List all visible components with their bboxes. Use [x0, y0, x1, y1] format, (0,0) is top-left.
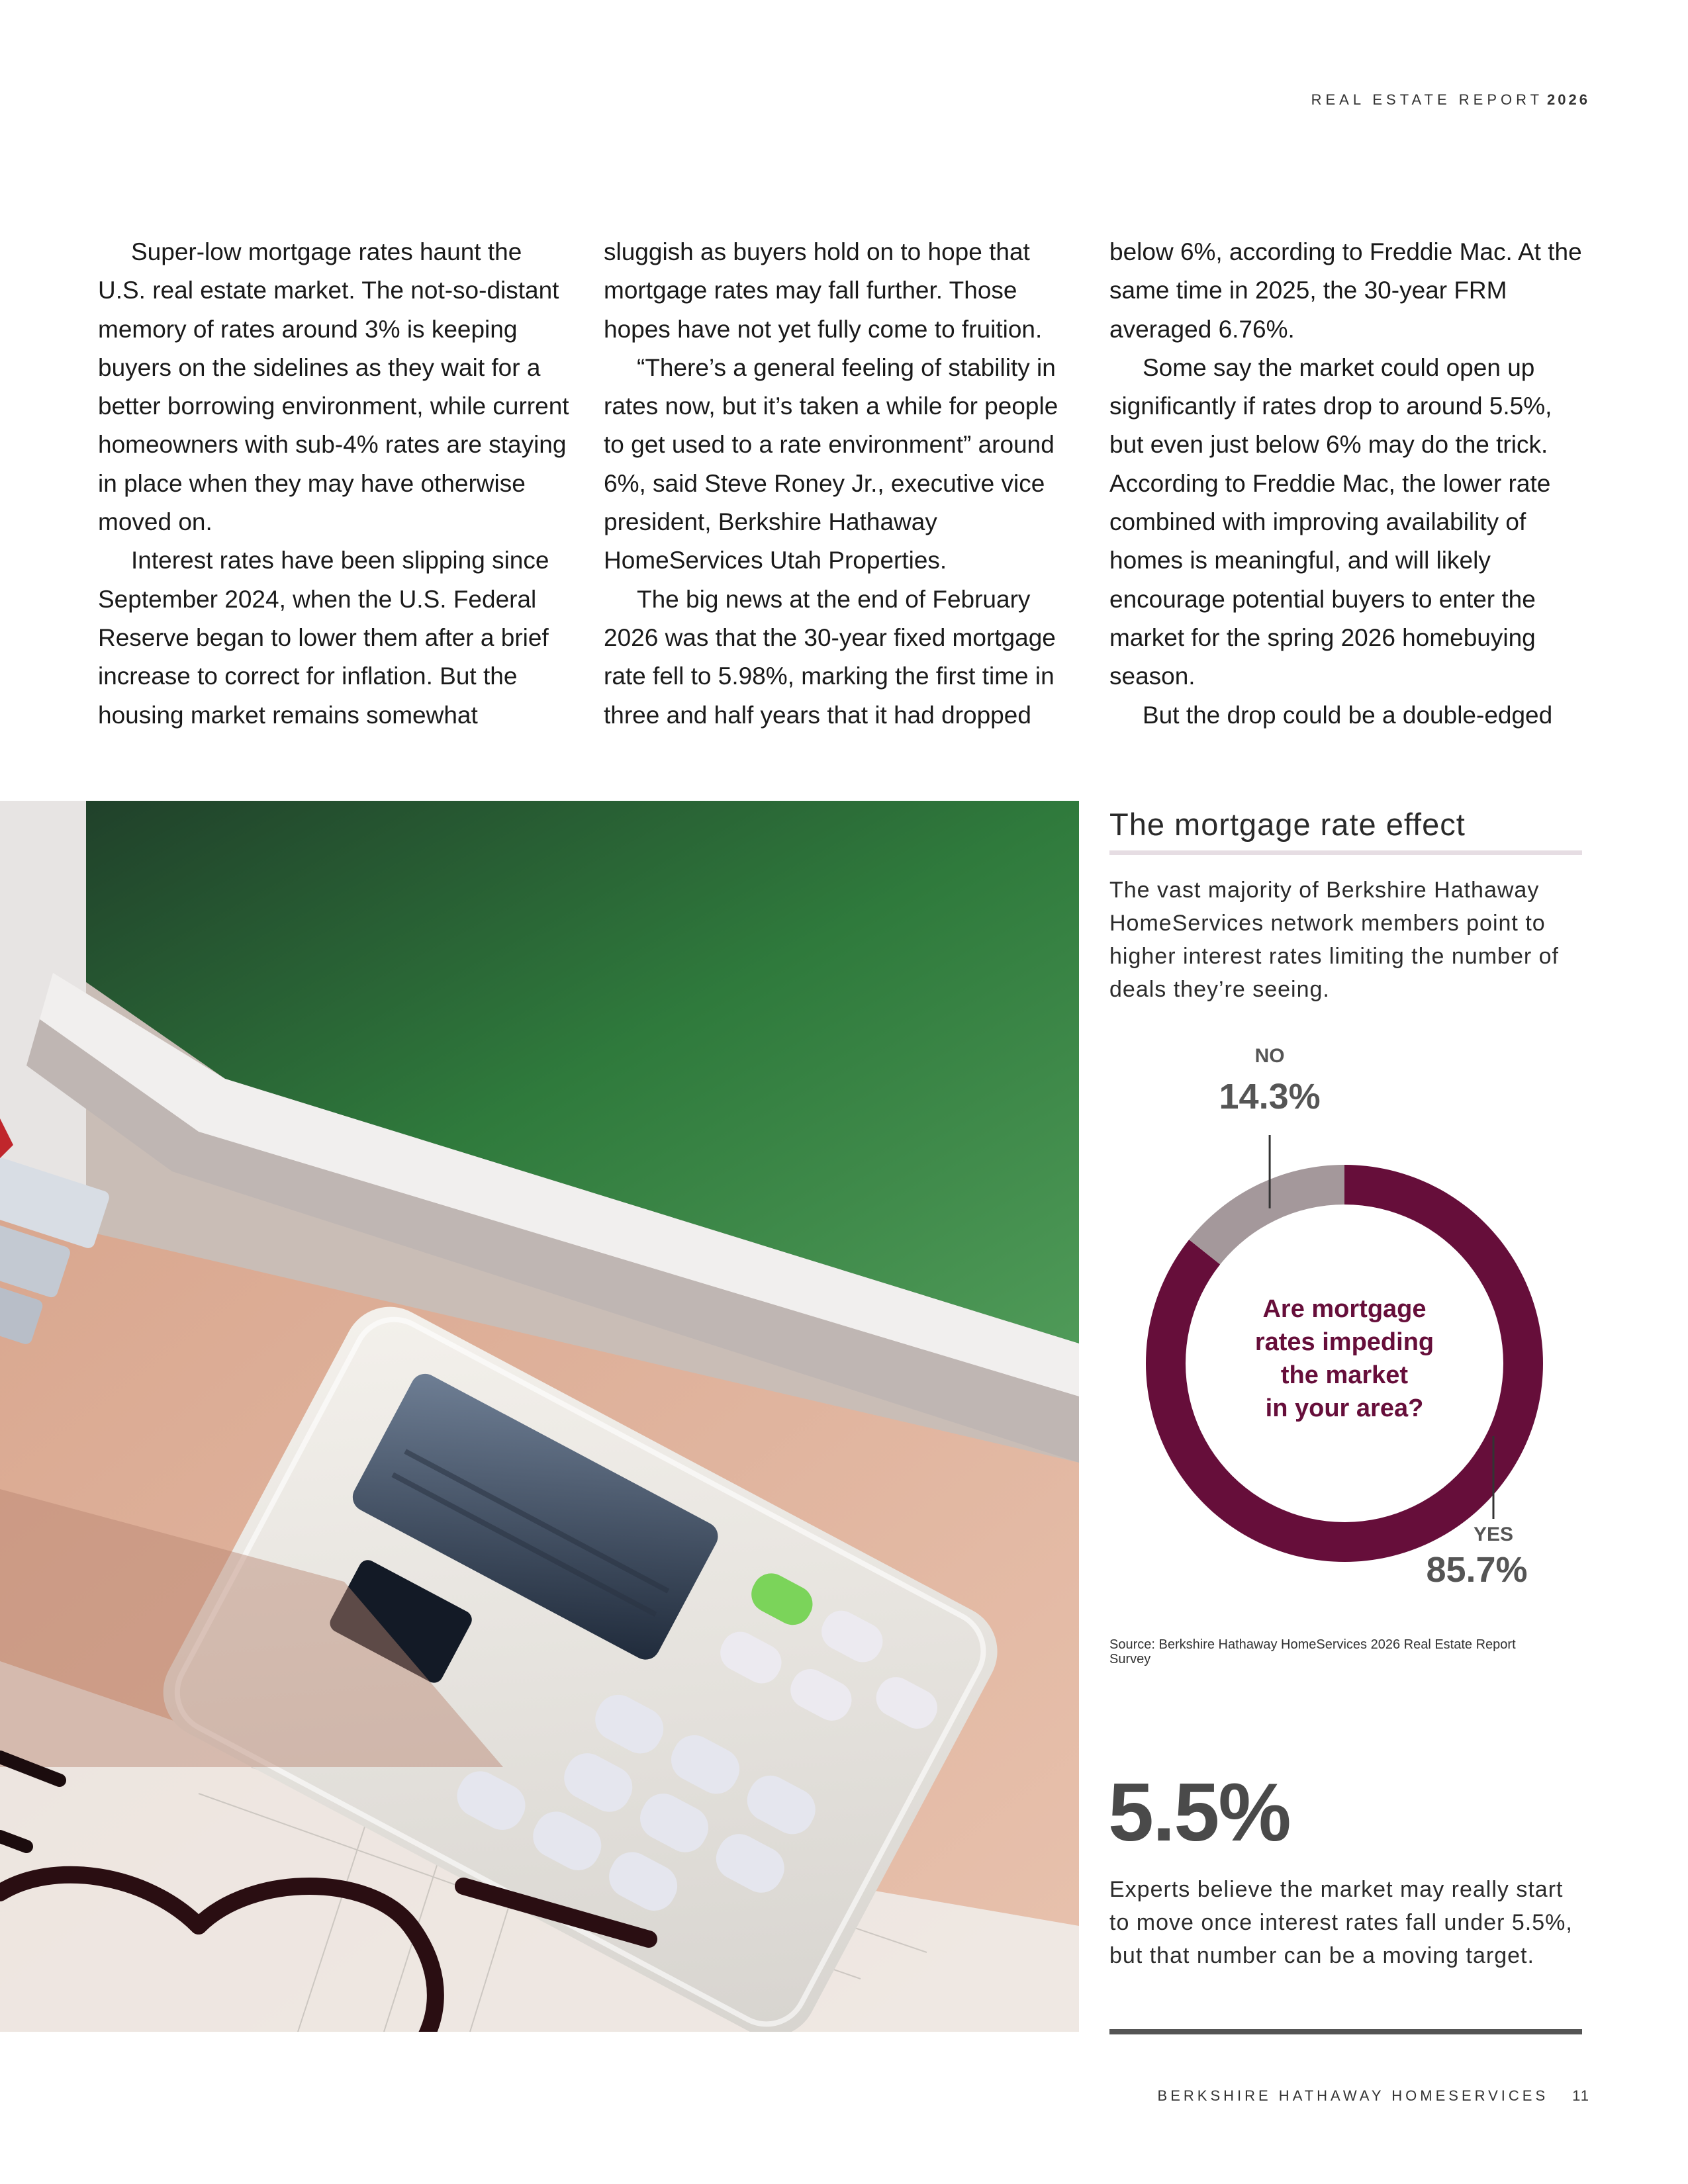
donut-chart-svg: [1109, 1032, 1582, 1595]
center-text-line: Are mortgage: [1262, 1295, 1427, 1323]
center-text-line: in your area?: [1265, 1394, 1424, 1422]
paragraph: below 6%, according to Freddie Mac. At the same time in 2025, the 30-year FRM averaged 6.76%.: [1109, 238, 1582, 343]
paragraph: Some say the market could open up significantly if rates drop to around 5.5%, but even just below 6% may do the trick. According to Freddie Mac, the lower rate combined with improving availability of homes is meaningful, and will likely encourage potential buyers to enter the market for the spring 2026 homebuying season.: [1109, 353, 1552, 690]
chart-source: Source: Berkshire Hathaway HomeServices 2026 Real Estate Report Survey: [1109, 1637, 1516, 1666]
article-column-2: [604, 233, 1080, 735]
page-number: 11: [1572, 2087, 1590, 2104]
yes-value-label: 85.7%: [1426, 1550, 1528, 1590]
article-column-1: [98, 233, 575, 735]
page-footer: [1158, 2087, 1590, 2105]
stat-value: 5.5%: [1108, 1767, 1290, 1858]
calculator-photo: [0, 801, 1079, 2032]
center-text-line: the market: [1280, 1361, 1409, 1389]
sidebar-divider: [1109, 850, 1582, 855]
stat-description: Experts believe the market may really start to move once interest rates fall under 5.5%, but that number can be a moving target.: [1109, 1877, 1573, 1968]
report-year: 2026: [1547, 91, 1590, 108]
paragraph: But the drop could be a double-edged: [1143, 701, 1553, 729]
sidebar: [1109, 801, 1582, 1006]
paragraph: The big news at the end of February 2026 was that the 30-year fixed mortgage rate fell to 5.98%, marking the first time in three and half years that it had dropped: [604, 585, 1056, 729]
paragraph: “There’s a general feeling of stability in rates now, but it’s taken a while for people to get used to a rate environment” around 6%, said Steve Roney Jr., executive vice president, Berkshire Hathaway HomeServices Utah Properties.: [604, 353, 1058, 574]
slice-no: [1189, 1165, 1344, 1265]
stat-divider: [1109, 2029, 1582, 2034]
yes-label: YES: [1473, 1524, 1514, 1545]
running-header: [1311, 91, 1590, 109]
no-value-label: 14.3%: [1219, 1077, 1321, 1116]
chart-center-question: [1255, 1295, 1434, 1422]
paragraph: Super-low mortgage rates haunt the U.S. real estate market. The not-so-distant memory of rates around 3% is keeping buyers on the sidelines as they wait for a better borrowing environment, while current homeowners with sub-4% rates are staying in place when they may have otherwise moved on.: [98, 238, 569, 536]
publisher-name: BERKSHIRE HATHAWAY HOMESERVICES: [1157, 2087, 1549, 2104]
sidebar-description: The vast majority of Berkshire Hathaway HomeServices network members point to higher interest rates limiting the number of deals they’re seeing.: [1109, 878, 1559, 1002]
donut-chart: [1109, 1032, 1582, 1590]
sidebar-title: The mortgage rate effect: [1109, 807, 1466, 842]
center-text-line: rates impeding: [1254, 1328, 1434, 1356]
no-label: NO: [1254, 1045, 1285, 1067]
paragraph: Interest rates have been slipping since September 2024, when the U.S. Federal Reserve began to lower them after a brief increase to correct for inflation. But the housing market remains somewhat: [98, 547, 549, 729]
report-label: REAL ESTATE REPORT: [1311, 91, 1544, 108]
paragraph: sluggish as buyers hold on to hope that mortgage rates may fall further. Those hopes have not yet fully come to fruition.: [604, 238, 1043, 343]
article-column-3: [1109, 233, 1586, 735]
